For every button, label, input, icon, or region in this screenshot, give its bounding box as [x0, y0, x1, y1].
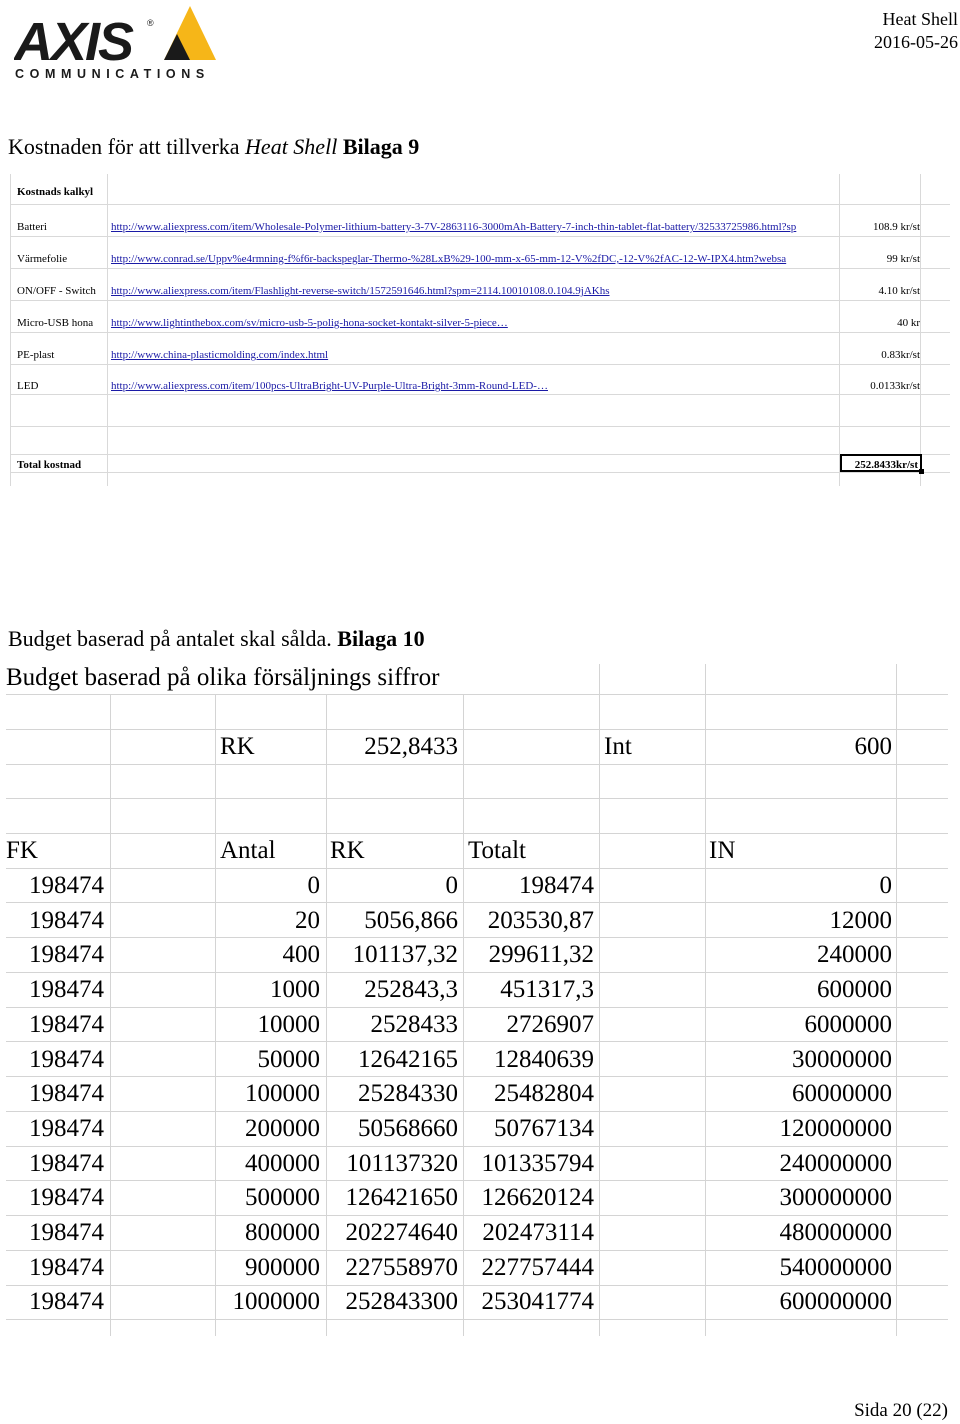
rk-cell: 101137,32: [352, 941, 458, 969]
totalt-cell: 202473114: [482, 1219, 594, 1246]
antal-cell: 400000: [245, 1149, 320, 1177]
section-title-costs: Kostnaden för att tillverka Heat Shell Bilaga 9: [8, 134, 420, 159]
fk-cell: 198474: [29, 1149, 104, 1177]
in-cell: 30000000: [792, 1045, 892, 1073]
rk-cell: 25284330: [358, 1080, 458, 1108]
component-price: 108.9 kr/st: [872, 221, 920, 233]
totalt-cell: 299611,32: [488, 941, 594, 969]
fk-cell: 198474: [29, 1253, 104, 1281]
cost-row: [10, 281, 950, 301]
fk-cell: 198474: [29, 1045, 104, 1073]
antal-cell: 400: [282, 941, 320, 969]
component-name: PE-plast: [17, 349, 55, 361]
appendix-label: Bilaga 10: [337, 626, 425, 651]
totalt-cell: 203530,87: [487, 906, 594, 934]
in-cell: 120000000: [779, 1114, 892, 1142]
totalt-cell: 12840639: [494, 1045, 594, 1073]
in-cell: 300000000: [779, 1184, 892, 1212]
cost-row: [10, 313, 950, 333]
component-name: Värmefolie: [17, 253, 68, 265]
page-number: Sida 20 (22): [854, 1400, 948, 1421]
rk-cell: 202274640: [345, 1219, 458, 1246]
totalt-cell: 253041774: [481, 1288, 594, 1316]
budget-heading: Budget baserad på olika försäljnings siffror: [6, 664, 440, 691]
component-name: Micro-USB hona: [17, 317, 94, 329]
rk-cell: 252843300: [345, 1288, 458, 1316]
rk-cell: 12642165: [358, 1045, 458, 1073]
component-price: 0.83kr/st: [881, 349, 920, 361]
sheet-title: Kostnads kalkyl: [17, 186, 94, 198]
antal-cell: 50000: [257, 1045, 320, 1073]
component-link[interactable]: http://www.aliexpress.com/item/100pcs-UltraBright-UV-Purple-Ultra-Bright-3mm-Round-LED-…: [111, 380, 548, 392]
antal-cell: 1000000: [232, 1288, 320, 1316]
component-link[interactable]: http://www.conrad.se/Uppv%e4rmning-f%f6r-backspeglar-Thermo-%28LxB%29-100-mm-x-65-mm-12-V%2fDC,-12-V%2fAC-12-W-IPX4.htm?websa: [111, 253, 787, 265]
document-title: Heat Shell: [882, 9, 958, 29]
int-value: 600: [854, 733, 892, 760]
component-name: LED: [17, 380, 39, 392]
fk-cell: 198474: [29, 941, 104, 969]
int-label: Int: [604, 733, 632, 760]
rk-cell: 5056,866: [364, 906, 458, 934]
in-cell: 540000000: [779, 1253, 892, 1281]
rk-cell: 0: [445, 872, 458, 899]
total-row: [10, 455, 950, 475]
logo-text: AXIS: [14, 12, 133, 72]
in-cell: 480000000: [779, 1219, 892, 1246]
column-header-totalt: Totalt: [468, 837, 526, 864]
column-header-in: IN: [709, 837, 736, 864]
total-label: Total kostnad: [17, 459, 82, 471]
totalt-cell: 50767134: [494, 1114, 594, 1142]
cost-row: [10, 217, 950, 237]
in-cell: 240000: [817, 941, 892, 969]
totalt-cell: 2726907: [506, 1010, 594, 1038]
logo-registered-mark: ®: [147, 18, 154, 28]
fk-cell: 198474: [29, 1288, 104, 1316]
fk-cell: 198474: [29, 1010, 104, 1038]
in-cell: 60000000: [792, 1080, 892, 1108]
antal-cell: 0: [307, 872, 320, 899]
antal-cell: 20: [295, 906, 320, 934]
component-price: 99 kr/st: [886, 253, 920, 265]
antal-cell: 800000: [245, 1219, 320, 1246]
in-cell: 600000: [817, 976, 892, 1004]
column-header-antal: Antal: [220, 837, 276, 864]
totalt-cell: 25482804: [494, 1080, 594, 1108]
in-cell: 6000000: [804, 1010, 892, 1038]
rk-cell: 227558970: [345, 1253, 458, 1281]
in-cell: 240000000: [779, 1149, 892, 1177]
document-date: 2016-05-26: [874, 32, 958, 52]
in-cell: 600000000: [779, 1288, 892, 1316]
totalt-cell: 198474: [519, 872, 594, 899]
antal-cell: 500000: [245, 1184, 320, 1212]
antal-cell: 100000: [245, 1080, 320, 1108]
rk-cell: 2528433: [370, 1010, 458, 1038]
column-header-fk: FK: [6, 837, 38, 864]
antal-cell: 1000: [270, 976, 320, 1004]
fk-cell: 198474: [29, 976, 104, 1004]
component-price: 4.10 kr/st: [878, 285, 920, 297]
component-price: 40 kr: [897, 317, 920, 329]
component-link[interactable]: http://www.lightinthebox.com/sv/micro-usb-5-polig-hona-socket-kontakt-silver-5-piece…: [111, 317, 508, 329]
section-title-budget: Budget baserad på antalet skal sålda. Bilaga 10: [8, 626, 425, 651]
totalt-cell: 451317,3: [500, 976, 594, 1004]
totalt-cell: 227757444: [481, 1253, 594, 1281]
antal-cell: 10000: [257, 1010, 320, 1038]
rk-cell: 101137320: [346, 1149, 458, 1177]
in-cell: 12000: [829, 906, 892, 934]
fk-cell: 198474: [29, 906, 104, 934]
logo-subtitle: COMMUNICATIONS: [15, 67, 210, 81]
cost-calculation-sheet: [10, 174, 950, 486]
rk-cell: 50568660: [358, 1114, 458, 1142]
rk-cell: 126421650: [345, 1184, 458, 1212]
component-name: ON/OFF - Switch: [17, 285, 96, 297]
header-meta: [874, 8, 958, 54]
fk-cell: 198474: [29, 1219, 104, 1246]
antal-cell: 900000: [245, 1253, 320, 1281]
fk-cell: 198474: [29, 1114, 104, 1142]
rk-value: 252,8433: [364, 733, 458, 760]
fk-cell: 198474: [29, 1080, 104, 1108]
antal-cell: 200000: [245, 1114, 320, 1142]
cost-row: [10, 345, 950, 365]
fk-cell: 198474: [29, 872, 104, 899]
component-link[interactable]: http://www.china-plasticmolding.com/index.html: [111, 349, 329, 361]
column-header-rk: RK: [330, 837, 365, 864]
fk-cell: 198474: [29, 1184, 104, 1212]
component-price: 0.0133kr/st: [870, 380, 920, 392]
component-link[interactable]: http://www.aliexpress.com/item/Wholesale-Polymer-lithium-battery-3-7V-2863116-3000mAh-Battery-7-inch-thin-tablet-flat-battery/32533725986.html?sp: [111, 221, 797, 233]
product-name: Heat Shell: [245, 134, 338, 159]
component-link[interactable]: http://www.aliexpress.com/item/Flashlight-reverse-switch/1572591646.html?spm=2114.10010108.0.104.9jAKhs: [111, 285, 610, 297]
component-name: Batteri: [17, 221, 47, 233]
cost-row: [10, 376, 950, 396]
totalt-cell: 101335794: [481, 1149, 594, 1177]
cost-row: [10, 249, 950, 269]
appendix-label: Bilaga 9: [337, 134, 420, 159]
rk-label: RK: [220, 733, 255, 760]
budget-sheet: [6, 664, 948, 1336]
axis-logo: [14, 6, 219, 82]
rk-cell: 252843,3: [364, 976, 458, 1004]
in-cell: 0: [879, 872, 892, 899]
total-value: 252.8433kr/st: [840, 454, 922, 472]
totalt-cell: 126620124: [481, 1184, 594, 1212]
